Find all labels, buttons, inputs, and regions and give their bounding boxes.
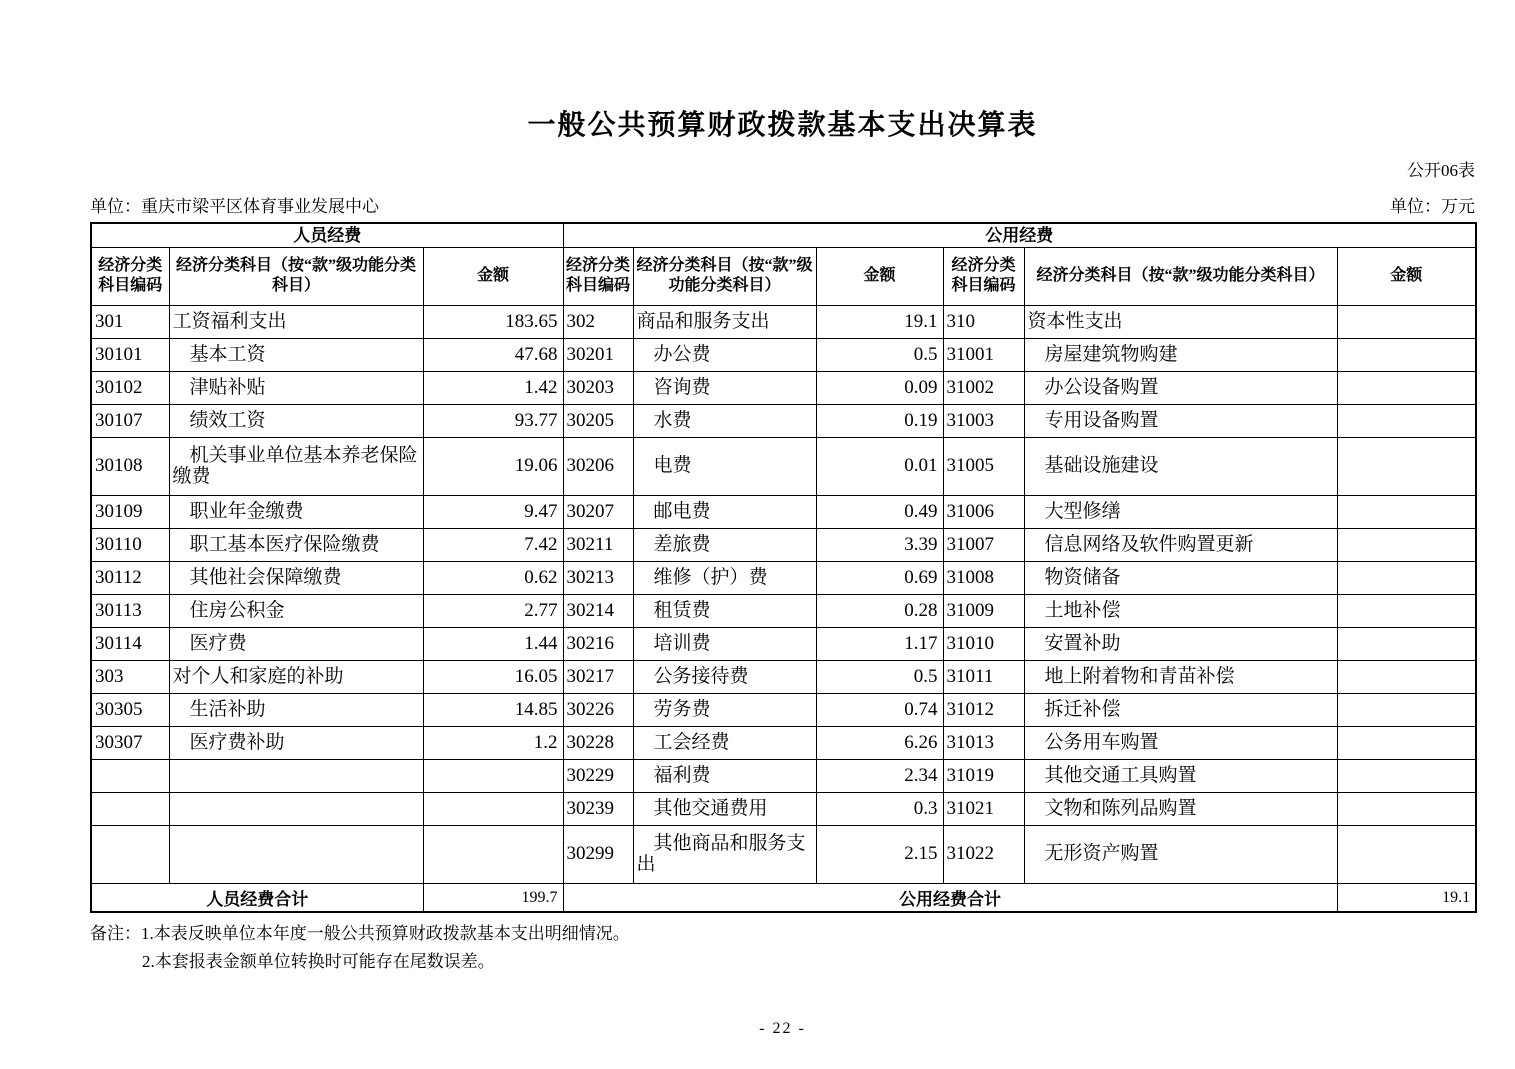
code-cell: 301 <box>91 305 169 338</box>
amount-cell <box>1337 338 1476 371</box>
subject-cell: 办公费 <box>633 338 816 371</box>
subject-cell: 机关事业单位基本养老保险缴费 <box>169 437 423 495</box>
amount-cell <box>423 825 563 883</box>
code-cell: 30217 <box>563 660 633 693</box>
amount-cell: 19.06 <box>423 437 563 495</box>
code-cell: 30203 <box>563 371 633 404</box>
code-cell: 30108 <box>91 437 169 495</box>
amount-cell: 1.44 <box>423 627 563 660</box>
amount-cell <box>1337 726 1476 759</box>
page-number: - 22 - <box>759 1020 806 1037</box>
subject-cell: 安置补助 <box>1024 627 1337 660</box>
subject-cell: 福利费 <box>633 759 816 792</box>
code-cell: 30307 <box>91 726 169 759</box>
unit-name-label: 单位：重庆市梁平区体育事业发展中心 <box>90 196 379 216</box>
column-header-amount: 金额 <box>423 247 563 305</box>
subject-cell: 工会经费 <box>633 726 816 759</box>
code-cell: 31019 <box>943 759 1024 792</box>
code-cell: 30107 <box>91 404 169 437</box>
subject-cell: 邮电费 <box>633 495 816 528</box>
amount-cell <box>1337 594 1476 627</box>
subject-cell <box>169 792 423 825</box>
amount-cell: 0.62 <box>423 561 563 594</box>
code-cell: 31008 <box>943 561 1024 594</box>
subject-cell: 物资储备 <box>1024 561 1337 594</box>
table-row <box>91 371 1476 404</box>
personnel-total-value: 199.7 <box>423 883 563 912</box>
note-line: 2.本套报表金额单位转换时可能存在尾数误差。 <box>142 951 495 971</box>
amount-cell <box>423 759 563 792</box>
subject-cell: 地上附着物和青苗补偿 <box>1024 660 1337 693</box>
subject-cell: 生活补助 <box>169 693 423 726</box>
subject-cell: 无形资产购置 <box>1024 825 1337 883</box>
amount-cell <box>1337 437 1476 495</box>
amount-cell: 0.19 <box>816 404 943 437</box>
code-cell: 30226 <box>563 693 633 726</box>
table-row <box>91 825 1476 883</box>
page-title: 一般公共预算财政拨款基本支出决算表 <box>527 110 1038 141</box>
amount-cell: 0.74 <box>816 693 943 726</box>
amount-cell: 0.5 <box>816 338 943 371</box>
code-cell <box>91 825 169 883</box>
column-header-code: 经济分类科目编码 <box>91 247 169 305</box>
column-header-code: 经济分类科目编码 <box>563 247 633 305</box>
subject-cell: 医疗费 <box>169 627 423 660</box>
code-cell: 31003 <box>943 404 1024 437</box>
code-cell: 30201 <box>563 338 633 371</box>
amount-cell: 0.28 <box>816 594 943 627</box>
subject-cell: 劳务费 <box>633 693 816 726</box>
amount-cell <box>1337 759 1476 792</box>
subject-cell: 住房公积金 <box>169 594 423 627</box>
code-cell: 31022 <box>943 825 1024 883</box>
amount-cell: 0.69 <box>816 561 943 594</box>
table-row <box>91 660 1476 693</box>
code-cell: 30299 <box>563 825 633 883</box>
column-header-subject: 经济分类科目（按“款”级功能分类科目） <box>633 247 816 305</box>
code-cell: 30102 <box>91 371 169 404</box>
amount-cell: 0.49 <box>816 495 943 528</box>
subject-cell: 其他商品和服务支出 <box>633 825 816 883</box>
amount-cell <box>1337 792 1476 825</box>
subject-cell: 专用设备购置 <box>1024 404 1337 437</box>
table-row <box>91 338 1476 371</box>
group-header-public: 公用经费 <box>563 223 1476 247</box>
group-header-row <box>91 223 1476 247</box>
code-cell: 30216 <box>563 627 633 660</box>
code-cell: 30109 <box>91 495 169 528</box>
code-cell <box>91 792 169 825</box>
budget-table <box>90 222 1477 913</box>
subject-cell: 培训费 <box>633 627 816 660</box>
subject-cell: 维修（护）费 <box>633 561 816 594</box>
code-cell: 31021 <box>943 792 1024 825</box>
subject-cell: 职工基本医疗保险缴费 <box>169 528 423 561</box>
amount-cell: 1.2 <box>423 726 563 759</box>
amount-cell: 0.09 <box>816 371 943 404</box>
amount-cell: 0.3 <box>816 792 943 825</box>
amount-cell: 16.05 <box>423 660 563 693</box>
subject-cell: 其他社会保障缴费 <box>169 561 423 594</box>
unit-line <box>90 198 1475 217</box>
subject-cell: 土地补偿 <box>1024 594 1337 627</box>
subject-cell: 公务用车购置 <box>1024 726 1337 759</box>
unit-currency-label: 单位：万元 <box>1390 196 1475 216</box>
subject-cell: 文物和陈列品购置 <box>1024 792 1337 825</box>
column-header-subject: 经济分类科目（按“款”级功能分类科目） <box>1024 247 1337 305</box>
public-total-value: 19.1 <box>1337 883 1476 912</box>
subject-cell: 职业年金缴费 <box>169 495 423 528</box>
amount-cell <box>1337 404 1476 437</box>
subject-cell: 其他交通费用 <box>633 792 816 825</box>
code-cell: 30205 <box>563 404 633 437</box>
amount-cell: 7.42 <box>423 528 563 561</box>
amount-cell: 1.42 <box>423 371 563 404</box>
amount-cell: 1.17 <box>816 627 943 660</box>
personnel-total-label: 人员经费合计 <box>91 883 423 912</box>
subject-cell: 大型修缮 <box>1024 495 1337 528</box>
code-cell <box>91 759 169 792</box>
code-cell: 30213 <box>563 561 633 594</box>
subject-cell: 其他交通工具购置 <box>1024 759 1337 792</box>
amount-cell <box>1337 693 1476 726</box>
subject-cell: 差旅费 <box>633 528 816 561</box>
code-cell: 30229 <box>563 759 633 792</box>
amount-cell: 2.34 <box>816 759 943 792</box>
subject-cell: 工资福利支出 <box>169 305 423 338</box>
amount-cell: 2.15 <box>816 825 943 883</box>
amount-cell: 3.39 <box>816 528 943 561</box>
code-cell: 30207 <box>563 495 633 528</box>
table-row <box>91 594 1476 627</box>
code-cell: 31001 <box>943 338 1024 371</box>
subject-cell: 基础设施建设 <box>1024 437 1337 495</box>
table-row <box>91 404 1476 437</box>
subject-cell: 对个人和家庭的补助 <box>169 660 423 693</box>
amount-cell <box>1337 627 1476 660</box>
amount-cell: 2.77 <box>423 594 563 627</box>
code-cell: 31002 <box>943 371 1024 404</box>
amount-cell <box>1337 660 1476 693</box>
form-code-label: 公开06表 <box>1407 161 1475 180</box>
subject-cell: 房屋建筑物购建 <box>1024 338 1337 371</box>
code-cell: 31005 <box>943 437 1024 495</box>
amount-cell <box>1337 495 1476 528</box>
notes-block <box>90 920 1475 974</box>
amount-cell <box>1337 371 1476 404</box>
subject-cell: 商品和服务支出 <box>633 305 816 338</box>
code-cell: 30112 <box>91 561 169 594</box>
table-row <box>91 528 1476 561</box>
table-row <box>91 561 1476 594</box>
subject-cell: 租赁费 <box>633 594 816 627</box>
table-row <box>91 726 1476 759</box>
amount-cell: 9.47 <box>423 495 563 528</box>
amount-cell: 6.26 <box>816 726 943 759</box>
code-cell: 31010 <box>943 627 1024 660</box>
code-cell: 30206 <box>563 437 633 495</box>
code-cell: 31007 <box>943 528 1024 561</box>
subject-cell: 信息网络及软件购置更新 <box>1024 528 1337 561</box>
subject-cell: 资本性支出 <box>1024 305 1337 338</box>
amount-cell: 93.77 <box>423 404 563 437</box>
code-cell: 30113 <box>91 594 169 627</box>
code-cell: 30211 <box>563 528 633 561</box>
table-row <box>91 495 1476 528</box>
table-row <box>91 792 1476 825</box>
code-cell: 31011 <box>943 660 1024 693</box>
total-row <box>91 883 1476 912</box>
group-header-personnel: 人员经费 <box>91 223 563 247</box>
code-cell: 31006 <box>943 495 1024 528</box>
code-cell: 30305 <box>91 693 169 726</box>
table-row <box>91 305 1476 338</box>
amount-cell: 183.65 <box>423 305 563 338</box>
amount-cell <box>1337 528 1476 561</box>
table-row <box>91 437 1476 495</box>
code-cell: 303 <box>91 660 169 693</box>
code-cell: 310 <box>943 305 1024 338</box>
column-header-code: 经济分类科目编码 <box>943 247 1024 305</box>
code-cell: 30101 <box>91 338 169 371</box>
code-cell: 302 <box>563 305 633 338</box>
subject-cell: 拆迁补偿 <box>1024 693 1337 726</box>
code-cell: 31009 <box>943 594 1024 627</box>
code-cell: 31013 <box>943 726 1024 759</box>
subject-cell <box>169 825 423 883</box>
amount-cell: 0.01 <box>816 437 943 495</box>
table-row <box>91 759 1476 792</box>
column-header-row <box>91 247 1476 305</box>
code-cell: 30114 <box>91 627 169 660</box>
amount-cell: 14.85 <box>423 693 563 726</box>
amount-cell <box>423 792 563 825</box>
amount-cell <box>1337 561 1476 594</box>
amount-cell <box>1337 305 1476 338</box>
subject-cell: 绩效工资 <box>169 404 423 437</box>
subject-cell: 医疗费补助 <box>169 726 423 759</box>
subject-cell: 公务接待费 <box>633 660 816 693</box>
table-body <box>91 305 1476 883</box>
subject-cell: 咨询费 <box>633 371 816 404</box>
code-cell: 31012 <box>943 693 1024 726</box>
code-cell: 30228 <box>563 726 633 759</box>
amount-cell: 0.5 <box>816 660 943 693</box>
code-cell: 30239 <box>563 792 633 825</box>
subject-cell: 基本工资 <box>169 338 423 371</box>
subject-cell <box>169 759 423 792</box>
amount-cell <box>1337 825 1476 883</box>
subject-cell: 津贴补贴 <box>169 371 423 404</box>
amount-cell: 47.68 <box>423 338 563 371</box>
public-total-label: 公用经费合计 <box>563 883 1337 912</box>
column-header-subject: 经济分类科目（按“款”级功能分类科目） <box>169 247 423 305</box>
note-line: 备注：1.本表反映单位本年度一般公共预算财政拨款基本支出明细情况。 <box>90 924 630 944</box>
code-cell: 30214 <box>563 594 633 627</box>
table-row <box>91 627 1476 660</box>
subject-cell: 电费 <box>633 437 816 495</box>
code-cell: 30110 <box>91 528 169 561</box>
column-header-amount: 金额 <box>1337 247 1476 305</box>
subject-cell: 水费 <box>633 404 816 437</box>
subject-cell: 办公设备购置 <box>1024 371 1337 404</box>
table-row <box>91 693 1476 726</box>
column-header-amount: 金额 <box>816 247 943 305</box>
amount-cell: 19.1 <box>816 305 943 338</box>
